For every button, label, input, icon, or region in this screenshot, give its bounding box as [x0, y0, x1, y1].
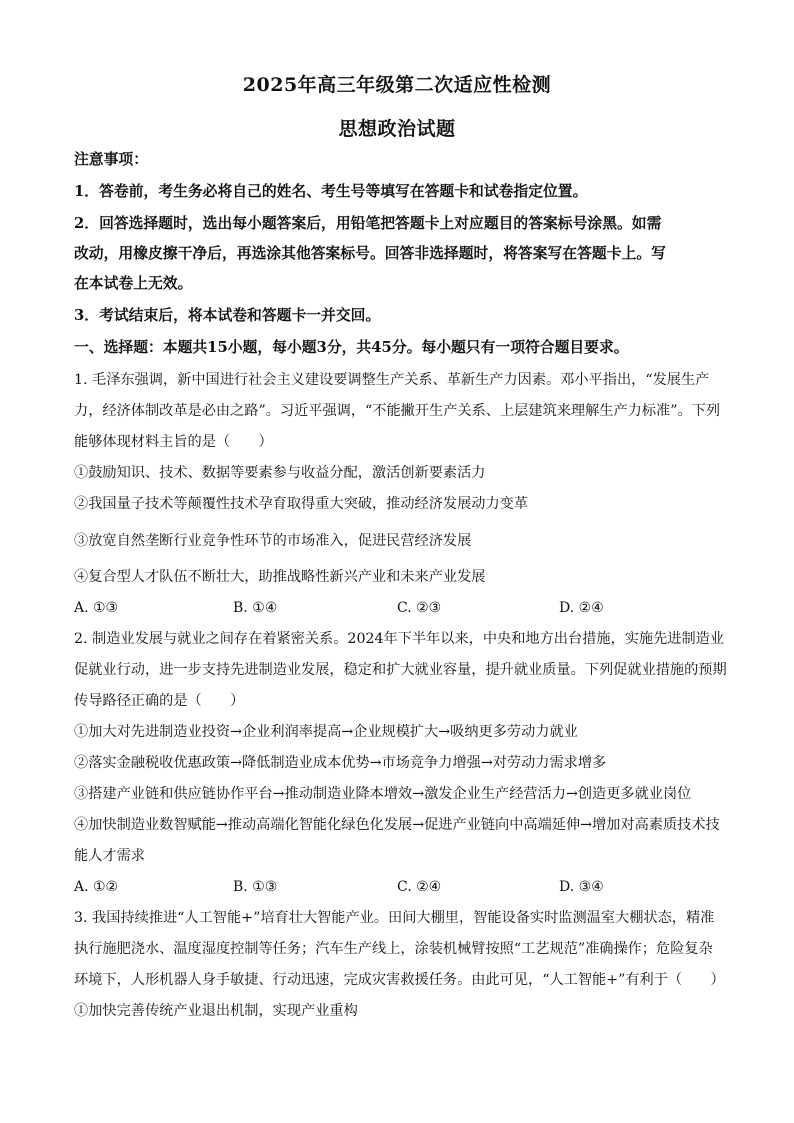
question-stem: 力，经济体制改革是必由之路”。习近平强调，“不能撇开生产关系、上层建筑来理解生产力标准”。下列 — [74, 403, 721, 419]
answer-option: D. ③④ — [559, 879, 604, 895]
notice-line: 1．答卷前，考生务必将自己的姓名、考生号等填写在答题卡和试卷指定位置。 — [74, 183, 588, 200]
question-item: ④加快制造业数智赋能→推动高端化智能化绿色化发展→促进产业链向中高端延伸→增加对高素质技术技 — [74, 817, 720, 833]
question-item: ④复合型人才队伍不断壮大，助推战略性新兴产业和未来产业发展 — [74, 569, 486, 585]
question-stem: 传导路径正确的是（ ） — [74, 693, 245, 709]
question-item: ③放宽自然垄断行业竞争性环节的市场准入，促进民营经济发展 — [74, 533, 472, 549]
answer-option: D. ②④ — [559, 600, 604, 616]
question-stem: 1. 毛泽东强调，新中国进行社会主义建设要调整生产关系、革新生产力因素。邓小平指出，“发展生产 — [74, 372, 710, 388]
answer-option: A. ①③ — [74, 600, 119, 616]
question-item: ①加快完善传统产业退出机制，实现产业重构 — [74, 1003, 358, 1019]
exam-subject: 思想政治试题 — [338, 118, 456, 140]
notice-line: 改动，用橡皮擦干净后，再选涂其他答案标号。回答非选择题时，将答案写在答题卡上。写 — [74, 245, 666, 262]
answer-option: C. ②④ — [397, 879, 442, 895]
question-item: 能人才需求 — [74, 848, 145, 864]
answer-option: C. ②③ — [397, 600, 442, 616]
question-stem: 环境下，人形机器人身手敏捷、行动迅速，完成灾害救援任务。由此可见，“人工智能+”有利于（ ） — [74, 972, 725, 988]
answer-option: B. ①③ — [233, 879, 278, 895]
question-item: ②落实金融税收优惠政策→降低制造业成本优势→市场竞争力增强→对劳动力需求增多 — [74, 755, 607, 771]
question-item: ①加大对先进制造业投资→企业利润率提高→企业规模扩大→吸纳更多劳动力就业 — [74, 724, 578, 740]
notice-heading: 注意事项： — [74, 151, 148, 168]
question-stem: 3. 我国持续推进“人工智能+”培育壮大智能产业。田间大棚里，智能设备实时监测温室大棚状态，精准 — [74, 910, 715, 926]
answer-option: A. ①② — [74, 879, 119, 895]
question-item: ②我国量子技术等颠覆性技术孕育取得重大突破，推动经济发展动力变革 — [74, 496, 529, 512]
answer-option: B. ①④ — [233, 600, 278, 616]
exam-title: 2025年高三年级第二次适应性检测 — [242, 74, 552, 96]
notice-line: 3．考试结束后，将本试卷和答题卡一并交回。 — [74, 307, 381, 324]
question-stem: 执行施肥浇水、温度湿度控制等任务；汽车生产线上，涂装机械臂按照“工艺规范”准确操作；危险复杂 — [74, 941, 713, 957]
question-stem: 能够体现材料主旨的是（ ） — [74, 434, 273, 450]
notice-line: 在本试卷上无效。 — [74, 275, 193, 292]
question-item: ③搭建产业链和供应链协作平台→推动制造业降本增效→激发企业生产经营活力→创造更多就业岗位 — [74, 786, 692, 802]
notice-line: 2．回答选择题时，选出每小题答案后，用铅笔把答题卡上对应题目的答案标号涂黑。如需 — [74, 215, 662, 232]
section-heading: 一、选择题：本题共15小题，每小题3分，共45分。每小题只有一项符合题目要求。 — [74, 339, 629, 356]
question-stem: 2. 制造业发展与就业之间存在着紧密关系。2024年下半年以来，中央和地方出台措施，实施先进制造业 — [74, 631, 725, 647]
question-item: ①鼓励知识、技术、数据等要素参与收益分配，激活创新要素活力 — [74, 465, 486, 481]
question-stem: 促就业行动，进一步支持先进制造业发展，稳定和扩大就业容量，提升就业质量。下列促就业措施的预期 — [74, 662, 727, 678]
